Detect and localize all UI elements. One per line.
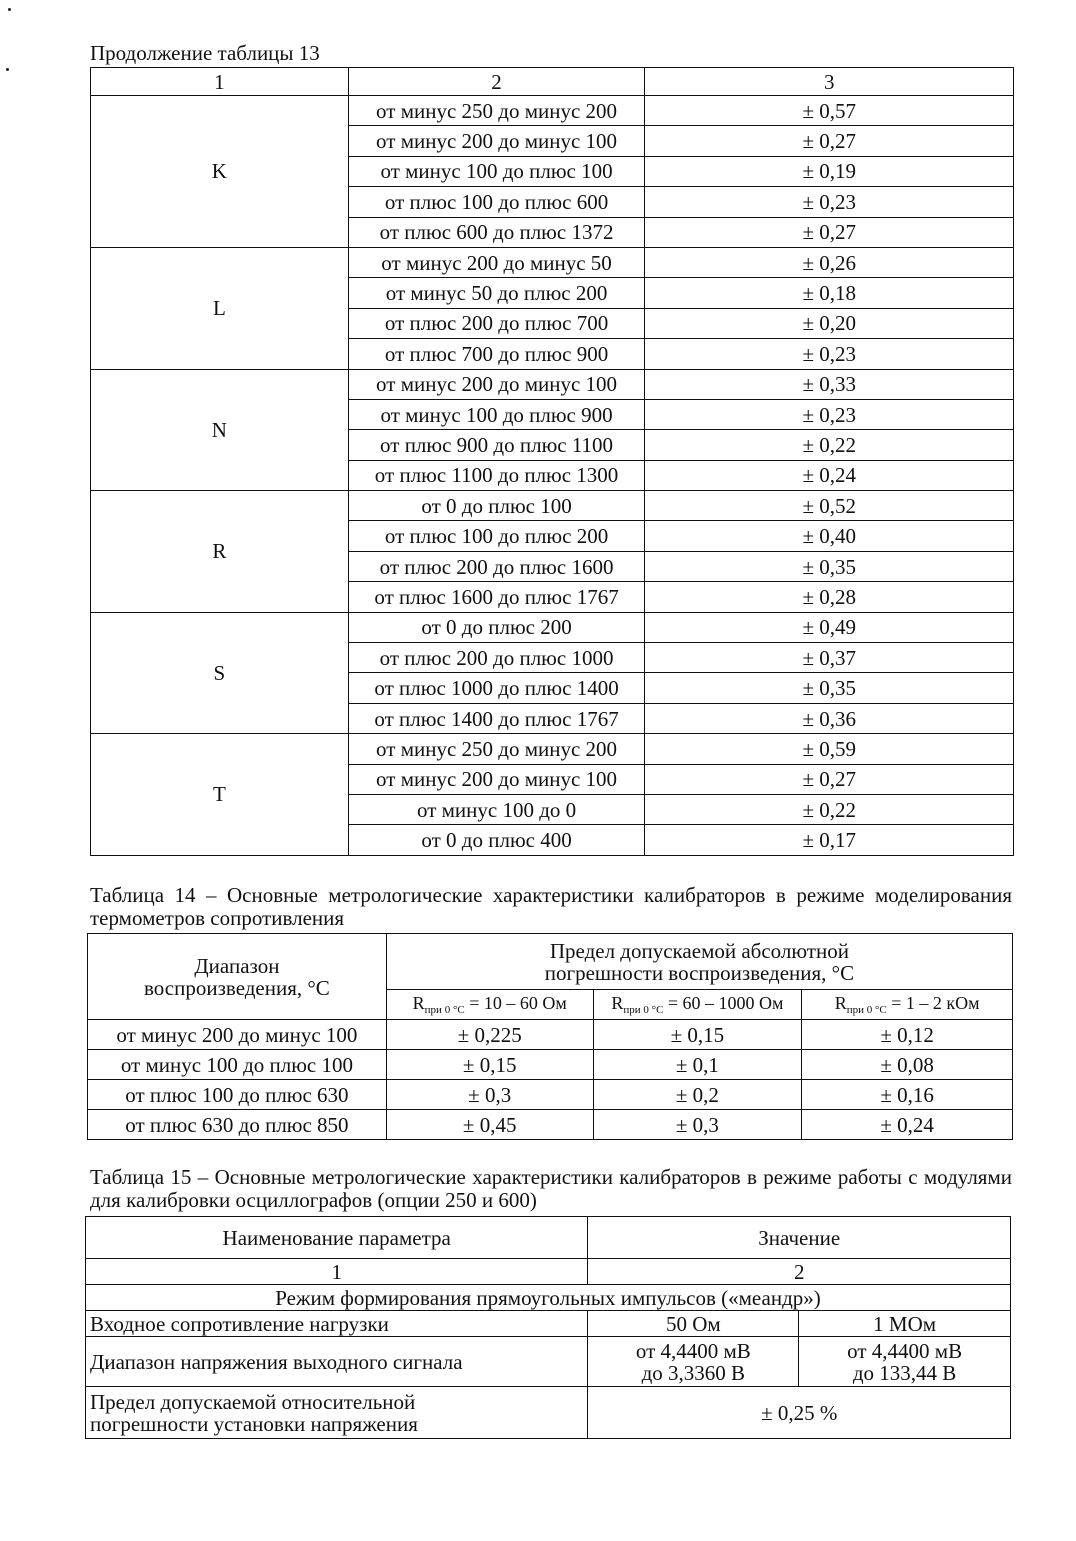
- table-row: [91, 247, 1014, 277]
- error-limit: ± 0,36: [645, 703, 1014, 733]
- error-limit: ± 0,35: [645, 551, 1014, 581]
- temperature-range: от минус 250 до минус 200: [348, 96, 645, 126]
- thermocouple-type: R: [91, 491, 349, 613]
- error-limit: ± 0,27: [645, 764, 1014, 794]
- row-label: Входное сопротивление нагрузки: [86, 1311, 588, 1337]
- temperature-range: от минус 200 до минус 100: [348, 764, 645, 794]
- table-row: от плюс 100 до плюс 630 ± 0,3 ± 0,2 ± 0,16: [88, 1080, 1013, 1110]
- error-limit: ± 0,27: [645, 217, 1014, 247]
- header-value: Значение: [588, 1217, 1011, 1259]
- error-limit: ± 0,52: [645, 491, 1014, 521]
- col-header: 3: [645, 68, 1014, 96]
- header-error: [386, 934, 1012, 990]
- error-limit: ± 0,20: [645, 308, 1014, 338]
- thermocouple-type: S: [91, 612, 349, 734]
- header-range-text: Диапазон воспроизведения, °C: [144, 953, 330, 1000]
- table14-caption: Таблица 14 – Основные метрологические характеристики калибраторов в режиме моделирования термометров сопротивления: [90, 883, 1012, 930]
- row-label: Диапазон напряжения выходного сигнала: [86, 1337, 588, 1387]
- relative-error-value: ± 0,25 %: [588, 1387, 1011, 1439]
- thermocouple-type: L: [91, 247, 349, 369]
- temperature-range: от плюс 600 до плюс 1372: [348, 217, 645, 247]
- temperature-range: от минус 50 до плюс 200: [348, 278, 645, 308]
- table-row: [91, 491, 1014, 521]
- table-row: от минус 200 до минус 100 ± 0,225 ± 0,15 ± 0,12: [88, 1020, 1013, 1050]
- error-limit: ± 0,59: [645, 734, 1014, 764]
- col-number: 1: [86, 1259, 588, 1285]
- table15-caption: Таблица 15 – Основные метрологические характеристики калибраторов в режиме работы с модулями для калибровки осциллографов (опции 250 и 600): [90, 1165, 1012, 1212]
- scan-speck: [8, 8, 11, 11]
- error-limit: ± 0,40: [645, 521, 1014, 551]
- error-limit: ± 0,33: [645, 369, 1014, 399]
- error-limit: ± 0,18: [645, 278, 1014, 308]
- table-row: от плюс 630 до плюс 850 ± 0,45 ± 0,3 ± 0,24: [88, 1110, 1013, 1140]
- temperature-range: от 0 до плюс 100: [348, 491, 645, 521]
- table-row: [91, 96, 1014, 126]
- error-limit: ± 0,24: [645, 460, 1014, 490]
- error-limit: ± 0,22: [645, 794, 1014, 824]
- table-row: [91, 734, 1014, 764]
- temperature-range: от минус 200 до минус 100: [348, 369, 645, 399]
- temperature-range: от плюс 700 до плюс 900: [348, 339, 645, 369]
- temperature-range: от плюс 1000 до плюс 1400: [348, 673, 645, 703]
- error-limit: ± 0,37: [645, 643, 1014, 673]
- scan-speck: [6, 68, 9, 71]
- temperature-range: от плюс 900 до плюс 1100: [348, 430, 645, 460]
- value-50-ohm: 50 Ом: [588, 1311, 799, 1337]
- temperature-range: от плюс 100 до плюс 200: [348, 521, 645, 551]
- subheader-r-1-2k: $R_{при 0 ^\circ C} = 1 - 2$ кОм: [802, 990, 1013, 1020]
- error-limit: ± 0,23: [645, 399, 1014, 429]
- temperature-range: от плюс 1600 до плюс 1767: [348, 582, 645, 612]
- table-15: [85, 1216, 1011, 1439]
- temperature-range: от минус 200 до минус 100: [348, 126, 645, 156]
- header-error-line2: погрешности воспроизведения, °C: [544, 960, 855, 985]
- temperature-range: от минус 100 до плюс 100: [348, 156, 645, 186]
- error-limit: ± 0,49: [645, 612, 1014, 642]
- temperature-range: от плюс 200 до плюс 700: [348, 308, 645, 338]
- table-row: [91, 369, 1014, 399]
- temperature-range: от плюс 100 до плюс 600: [348, 187, 645, 217]
- thermocouple-type: N: [91, 369, 349, 491]
- subheader-r-10-60: $R_{при 0 ^\circ C} = 10 - 60$ Ом: [386, 990, 593, 1020]
- table-row: [91, 612, 1014, 642]
- table13-caption: Продолжение таблицы 13: [90, 41, 320, 65]
- error-limit: ± 0,23: [645, 187, 1014, 217]
- value-1-mohm: 1 МОм: [799, 1311, 1011, 1337]
- temperature-range: от 0 до плюс 200: [348, 612, 645, 642]
- header-range: [88, 934, 387, 1020]
- row-label: Предел допускаемой относительной погрешности установки напряжения: [86, 1387, 588, 1439]
- temperature-range: от 0 до плюс 400: [348, 825, 645, 855]
- temperature-range: от минус 250 до минус 200: [348, 734, 645, 764]
- range-1-mohm: от 4,4400 мВ до 133,44 В: [799, 1337, 1011, 1387]
- error-limit: ± 0,28: [645, 582, 1014, 612]
- temperature-range: от плюс 200 до плюс 1000: [348, 643, 645, 673]
- temperature-range: от минус 100 до 0: [348, 794, 645, 824]
- col-header: 1: [91, 68, 349, 96]
- error-limit: ± 0,35: [645, 673, 1014, 703]
- section-title: Режим формирования прямоугольных импульсов («меандр»): [86, 1285, 1011, 1311]
- temperature-range: от плюс 1100 до плюс 1300: [348, 460, 645, 490]
- table13-header-row: [91, 68, 1014, 96]
- error-limit: ± 0,22: [645, 430, 1014, 460]
- table-row: от минус 100 до плюс 100 ± 0,15 ± 0,1 ± 0,08: [88, 1050, 1013, 1080]
- error-limit: ± 0,23: [645, 339, 1014, 369]
- thermocouple-type: K: [91, 96, 349, 248]
- error-limit: ± 0,27: [645, 126, 1014, 156]
- error-limit: ± 0,26: [645, 247, 1014, 277]
- col-number: 2: [588, 1259, 1011, 1285]
- temperature-range: от плюс 200 до плюс 1600: [348, 551, 645, 581]
- subheader-r-60-1000: $R_{при 0 ^\circ C} = 60 - 1000$ Ом: [593, 990, 802, 1020]
- thermocouple-type: T: [91, 734, 349, 856]
- header-error-line1: Предел допускаемой абсолютной: [549, 938, 849, 963]
- temperature-range: от минус 200 до минус 50: [348, 247, 645, 277]
- temperature-range: от минус 100 до плюс 900: [348, 399, 645, 429]
- temperature-range: от плюс 1400 до плюс 1767: [348, 703, 645, 733]
- table-14: [87, 933, 1013, 1140]
- col-header: 2: [348, 68, 645, 96]
- error-limit: ± 0,19: [645, 156, 1014, 186]
- header-param: Наименование параметра: [86, 1217, 588, 1259]
- error-limit: ± 0,57: [645, 96, 1014, 126]
- table-13: [90, 67, 1014, 856]
- range-50-ohm: от 4,4400 мВ до 3,3360 В: [588, 1337, 799, 1387]
- error-limit: ± 0,17: [645, 825, 1014, 855]
